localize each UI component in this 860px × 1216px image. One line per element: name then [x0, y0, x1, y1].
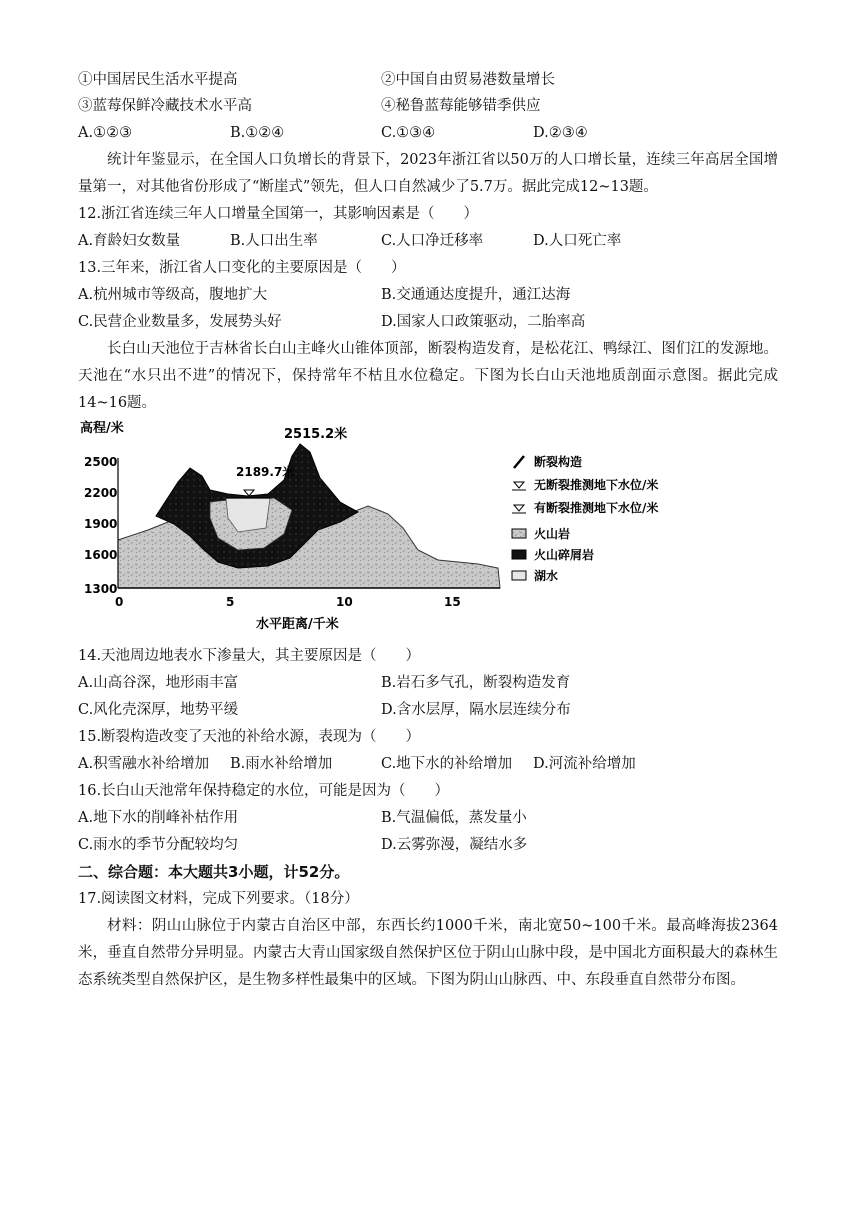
choice-a: A.地下水的削峰补枯作用	[78, 810, 239, 826]
choice-b: B.①②④	[230, 125, 285, 141]
legend-label: 湖水	[534, 569, 559, 583]
intro-text: 统计年鉴显示，在全国人口负增长的背景下，2023年浙江省以50万的人口增长量，连续三年高居全国增量第一，对其他省份形成了“断崖式”领先，但人口自然减少了5.7万。据此完成12~13题。	[78, 152, 778, 195]
scoria-swatch	[512, 550, 526, 559]
choice-row	[78, 231, 782, 251]
choice-row	[78, 673, 782, 693]
choice-a: A.山高谷深，地形雨丰富	[78, 675, 239, 691]
option-3: ③蓝莓保鲜冷藏技术水平高	[78, 98, 252, 114]
intro-text: 长白山天池位于吉林省长白山主峰火山锥体顶部，断裂构造发育，是松花江、鸭绿江、图们江的发源地。天池在“水只出不进”的情况下，保持常年不枯且水位稳定。下图为长白山天池地质剖面示意图。据此完成14~16题。	[78, 341, 778, 411]
question-16-stem: 16.长白山天池常年保持稳定的水位，可能是因为（ ）	[78, 783, 450, 799]
question-17-stem: 17.阅读图文材料，完成下列要求。（18分）	[78, 891, 359, 907]
choice-b: B.人口出生率	[230, 233, 318, 249]
option-1: ①中国居民生活水平提高	[78, 72, 238, 88]
x-ticks	[115, 595, 461, 609]
peak-elevation-label: 2515.2米	[284, 427, 348, 442]
y-axis-label: 高程/米	[80, 421, 124, 436]
y-ticks	[84, 455, 117, 596]
choice-d: D.②③④	[533, 125, 588, 141]
choice-b: B.雨水补给增加	[230, 756, 333, 772]
y-tick: 2200	[84, 486, 118, 500]
intro-paragraph	[78, 336, 778, 417]
question-15-stem: 15.断裂构造改变了天池的补给水源，表现为（ ）	[78, 729, 421, 745]
choice-c: C.地下水的补给增加	[381, 756, 513, 772]
material-paragraph	[78, 913, 778, 994]
choice-b: B.岩石多气孔，断裂构造发育	[381, 675, 571, 691]
choice-row	[78, 754, 782, 774]
choice-row	[78, 312, 782, 332]
y-tick: 1300	[84, 582, 118, 596]
material-text: 材料：阴山山脉位于内蒙古自治区中部，东西长约1000千米，南北宽50~100千米。最高峰海拔2364米，垂直自然带分异明显。内蒙古大青山国家级自然保护区位于阴山山脉中段，是中国北方面积最大的森林生态系统类型自然保护区，是生物多样性最集中的区域。下图为阴山山脉西、中、东段垂直自然带分布图。	[78, 918, 778, 988]
choice-a: A.育龄妇女数量	[78, 233, 181, 249]
choice-c: C.民营企业数量多，发展势头好	[78, 314, 282, 330]
choice-c: C.风化壳深厚，地势平缓	[78, 702, 239, 718]
x-tick: 5	[226, 595, 235, 609]
legend-label: 有断裂推测地下水位/米	[534, 501, 659, 515]
question-12-stem: 12.浙江省连续三年人口增量全国第一，其影响因素是（ ）	[78, 206, 479, 222]
choice-a: A.积雪融水补给增加	[78, 756, 210, 772]
choice-row	[78, 700, 782, 720]
tianchi-geologic-profile	[78, 418, 688, 636]
choice-b: B.气温偏低，蒸发量小	[381, 810, 527, 826]
option-2: ②中国自由贸易港数量增长	[381, 72, 555, 88]
y-tick: 1900	[84, 517, 118, 531]
intro-paragraph	[78, 147, 778, 201]
water-table-icon	[512, 505, 526, 513]
figure-legend	[512, 454, 658, 583]
legend-label: 断裂构造	[534, 455, 583, 469]
question-14-stem: 14.天池周边地表水下渗量大，其主要原因是（ ）	[78, 648, 421, 664]
option-row	[78, 70, 782, 90]
option-row	[78, 96, 782, 116]
choice-d: D.国家人口政策驱动，二胎率高	[381, 314, 586, 330]
x-tick: 0	[115, 595, 124, 609]
x-tick: 10	[336, 595, 353, 609]
volcanic-rock-swatch	[512, 529, 526, 538]
choice-b: B.交通通达度提升，通江达海	[381, 287, 571, 303]
lake-swatch	[512, 571, 526, 580]
x-axis-label: 水平距离/千米	[256, 617, 339, 632]
choice-row	[78, 835, 782, 855]
choice-row	[78, 808, 782, 828]
choice-c: C.①③④	[381, 125, 436, 141]
question-13-stem: 13.三年来，浙江省人口变化的主要原因是（ ）	[78, 260, 406, 276]
water-table-icon	[512, 482, 526, 490]
fault-icon	[514, 456, 524, 468]
choice-a: A.杭州城市等级高，腹地扩大	[78, 287, 268, 303]
choice-d: D.云雾弥漫，凝结水多	[381, 837, 528, 853]
choice-d: D.人口死亡率	[533, 233, 622, 249]
y-tick: 2500	[84, 455, 118, 469]
choice-row	[78, 285, 782, 305]
choice-d: D.河流补给增加	[533, 756, 636, 772]
option-4: ④秘鲁蓝莓能够错季供应	[381, 98, 541, 114]
legend-label: 火山岩	[534, 527, 571, 541]
section-heading: 二、综合题：本大题共3小题，计52分。	[78, 863, 350, 881]
choice-row	[78, 123, 782, 143]
legend-label: 火山碎屑岩	[534, 548, 595, 562]
lake-elevation-label: 2189.7米	[236, 465, 295, 479]
choice-d: D.含水层厚，隔水层连续分布	[381, 702, 571, 718]
x-tick: 15	[444, 595, 461, 609]
legend-label: 无断裂推测地下水位/米	[534, 478, 659, 492]
choice-c: C.雨水的季节分配较均匀	[78, 837, 239, 853]
choice-a: A.①②③	[78, 125, 133, 141]
y-tick: 1600	[84, 548, 118, 562]
choice-c: C.人口净迁移率	[381, 233, 484, 249]
